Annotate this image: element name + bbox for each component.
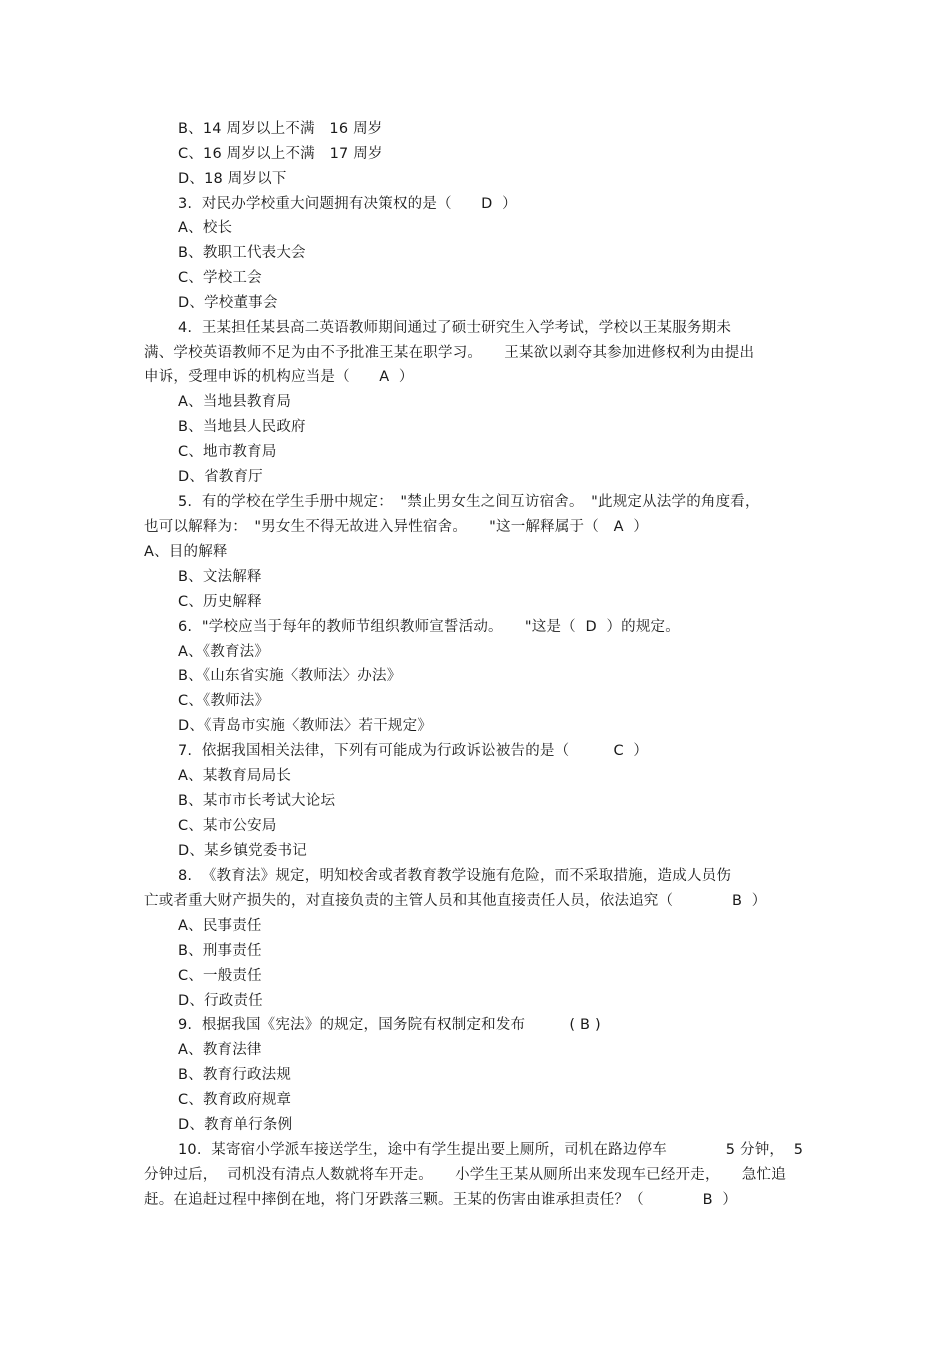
question-text: 申诉，受理申诉的机构应当是（ A ） (144, 369, 414, 385)
option-text: D、18 周岁以下 (178, 171, 287, 187)
option-text: C、一般责任 (178, 968, 262, 984)
question-text: 8. 《教育法》规定，明知校舍或者教育教学设施有危险，而不采取措施，造成人员伤 (178, 868, 732, 884)
option-text: D、教育单行条例 (178, 1117, 293, 1133)
option-text: B、教育行政法规 (178, 1067, 292, 1083)
question-text: 也可以解释为： "男女生不得无故进入异性宿舍。 "这一解释属于（ A ） (144, 519, 649, 535)
option-text: D、学校董事会 (178, 295, 278, 311)
option-text: C、学校工会 (178, 270, 262, 286)
option-text: C、地市教育局 (178, 444, 277, 460)
option-text: C、教育政府规章 (178, 1092, 292, 1108)
option-text: C、某市公安局 (178, 818, 277, 834)
option-text: A、民事责任 (178, 918, 262, 934)
option-text: C、历史解释 (178, 594, 262, 610)
option-text: C、《教师法》 (178, 693, 270, 709)
question-text: 7. 依据我国相关法律，下列有可能成为行政诉讼被告的是（ C ） (178, 743, 649, 759)
question-text: 10. 某寄宿小学派车接送学生，途中有学生提出要上厕所，司机在路边停车 5 分钟， 5 (178, 1142, 804, 1158)
option-text: D、《青岛市实施〈教师法〉若干规定》 (178, 718, 433, 734)
option-text: B、《山东省实施〈教师法〉办法》 (178, 668, 402, 684)
question-text: 6. "学校应当于每年的教师节组织教师宣誓活动。 "这是（ D ）的规定。 (178, 619, 680, 635)
question-text: 分钟过后， 司机没有清点人数就将车开走。 小学生王某从厕所出来发现车已经开走， 急忙追 (144, 1167, 786, 1183)
question-text: 赶。在追赶过程中摔倒在地，将门牙跌落三颗。王某的伤害由谁承担责任？（ B ） (144, 1192, 738, 1208)
option-text: D、某乡镇党委书记 (178, 843, 307, 859)
question-text: 5. 有的学校在学生手册中规定： "禁止男女生之间互访宿舍。 "此规定从法学的角度看， (178, 494, 760, 510)
option-text: C、16 周岁以上不满 17 周岁 (178, 146, 383, 162)
option-text: A、校长 (178, 220, 233, 236)
option-text: A、目的解释 (144, 544, 228, 560)
option-text: B、教职工代表大会 (178, 245, 306, 261)
option-text: B、当地县人民政府 (178, 419, 306, 435)
option-text: B、刑事责任 (178, 943, 262, 959)
question-text: 3. 对民办学校重大问题拥有决策权的是（ D ） (178, 196, 517, 212)
question-text: 亡或者重大财产损失的，对直接负责的主管人员和其他直接责任人员，依法追究（ B ） (144, 893, 767, 909)
option-text: B、文法解释 (178, 569, 262, 585)
question-text: 9. 根据我国《宪法》的规定，国务院有权制定和发布 ( B ) (178, 1017, 601, 1033)
option-text: D、行政责任 (178, 993, 263, 1009)
option-text: A、当地县教育局 (178, 394, 292, 410)
question-text: 满、学校英语教师不足为由不予批准王某在职学习。 王某欲以剥夺其参加进修权利为由提出 (144, 345, 755, 361)
option-text: B、14 周岁以上不满 16 周岁 (178, 121, 383, 137)
option-text: A、《教育法》 (178, 644, 270, 660)
option-text: B、某市市长考试大论坛 (178, 793, 336, 809)
option-text: A、教育法律 (178, 1042, 262, 1058)
option-text: D、省教育厅 (178, 469, 263, 485)
option-text: A、某教育局局长 (178, 768, 292, 784)
question-text: 4. 王某担任某县高二英语教师期间通过了硕士研究生入学考试，学校以王某服务期未 (178, 320, 732, 336)
